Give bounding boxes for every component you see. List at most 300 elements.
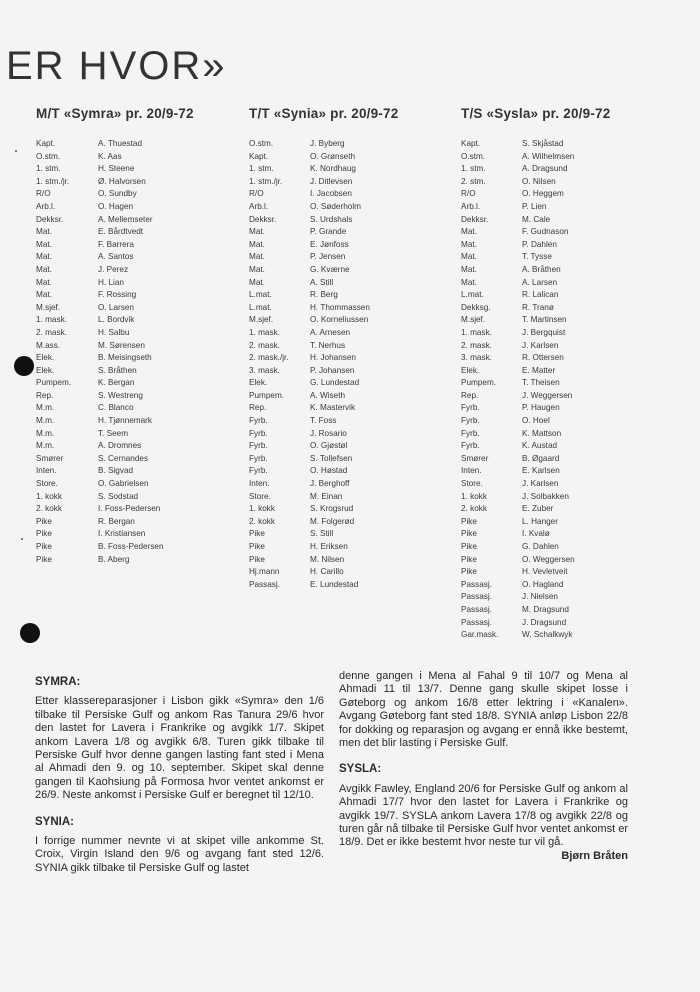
crew-name: H. Steene [98, 164, 135, 174]
crew-name: P. Haugen [522, 403, 560, 413]
crew-rows-symra [36, 138, 194, 566]
crew-role: Mat. [461, 264, 477, 274]
crew-row [249, 440, 398, 453]
crew-name: B. Øgaard [522, 453, 560, 463]
crew-role: Dekksg. [461, 302, 491, 312]
crew-role: Inten. [249, 479, 270, 489]
crew-row [249, 314, 398, 327]
crew-name: H. Tjønnemark [98, 416, 152, 426]
crew-role: M.sjef. [249, 315, 274, 325]
crew-role: Inten. [36, 466, 57, 476]
crew-name: O. Gabrielsen [98, 479, 149, 489]
crew-role: Kapt. [249, 151, 269, 161]
crew-role: Pike [249, 554, 265, 564]
crew-name: K. Mattson [522, 428, 562, 438]
news-heading-sysla: SYSLA: [339, 763, 382, 776]
crew-name: R. Ottersen [522, 353, 564, 363]
crew-row [36, 440, 194, 453]
crew-list-symra [36, 106, 194, 566]
crew-role: 1. kokk [36, 491, 62, 501]
crew-heading-synia: T/T «Synia» pr. 20/9-72 [249, 106, 399, 121]
crew-name: O. Hagen [98, 201, 134, 211]
crew-row [461, 528, 610, 541]
news-column-left [35, 676, 324, 875]
author-signature: Bjørn Bråten [561, 849, 628, 862]
crew-name: J. Rosario [310, 428, 347, 438]
crew-name: I. Kvalø [522, 529, 550, 539]
crew-role: 2. mask./jr. [249, 353, 289, 363]
crew-row [249, 491, 398, 504]
crew-role: Dekksr. [36, 214, 64, 224]
crew-row [461, 188, 610, 201]
crew-row [36, 226, 194, 239]
crew-role: L.mat. [249, 290, 272, 300]
crew-name: A. Arnesen [310, 327, 351, 337]
crew-row [36, 264, 194, 277]
crew-name: O. Nilsen [522, 176, 556, 186]
crew-role: 3. mask. [249, 365, 280, 375]
crew-name: B. Aberg [98, 554, 130, 564]
crew-name: B. Foss-Pedersen [98, 542, 164, 551]
crew-row [461, 629, 610, 642]
crew-role: 1. kokk [249, 504, 275, 514]
crew-role: Arb.l. [461, 201, 481, 211]
crew-row [36, 478, 194, 491]
crew-name: G. Kværne [310, 264, 350, 274]
crew-role: Store. [36, 479, 58, 489]
crew-role: Rep. [249, 403, 267, 413]
crew-role: 1. kokk [461, 491, 487, 501]
crew-name: T. Martinsen [522, 315, 567, 325]
crew-role: Fyrb. [461, 441, 480, 451]
crew-row [36, 340, 194, 353]
crew-name: H. Lian [98, 277, 124, 287]
crew-name: J. Nielsen [522, 592, 558, 602]
crew-name: B. Meisingseth [98, 353, 152, 363]
crew-name: P. Lien [522, 201, 547, 211]
crew-name: A. Dromnes [98, 441, 142, 451]
crew-row [461, 604, 610, 617]
crew-row [461, 453, 610, 466]
crew-name: K. Nordhaug [310, 164, 356, 174]
crew-name: S. Bråthen [98, 365, 137, 375]
crew-row [36, 516, 194, 529]
crew-name: A. Mellemseter [98, 214, 153, 224]
crew-row [461, 491, 610, 504]
crew-role: Arb.l. [249, 201, 269, 211]
crew-name: T. Theisen [522, 378, 560, 388]
crew-row [461, 415, 610, 428]
crew-name: S. Still [310, 529, 334, 539]
crew-role: M.m. [36, 428, 55, 438]
crew-role: Pike [36, 529, 52, 539]
crew-role: 1. stm. [461, 164, 486, 174]
crew-role: Pike [249, 529, 265, 539]
crew-role: 1. stm. [36, 164, 61, 174]
crew-role: Passasj. [461, 617, 492, 627]
crew-role: M.m. [36, 403, 55, 413]
crew-name: A. Santos [98, 252, 134, 262]
punch-hole-upper [14, 356, 34, 376]
crew-role: Passasj. [249, 579, 280, 589]
crew-name: O. Hagland [522, 579, 564, 589]
crew-role: R/O [461, 189, 476, 199]
crew-name: T. Tysse [522, 252, 552, 262]
crew-role: Store. [249, 491, 271, 501]
crew-row [36, 151, 194, 164]
crew-row [249, 554, 398, 567]
crew-row [249, 352, 398, 365]
crew-row [461, 591, 610, 604]
crew-role: Fyrb. [461, 428, 480, 438]
crew-name: J. Weggersen [522, 390, 573, 400]
crew-role: Mat. [249, 277, 265, 287]
crew-name: O. Gjøstøl [310, 441, 348, 451]
crew-name: J. Berghoff [310, 479, 350, 489]
crew-name: J. Perez [98, 264, 129, 274]
crew-role: Pike [36, 516, 52, 526]
crew-row [249, 541, 398, 554]
crew-row [36, 176, 194, 189]
crew-role: Kapt. [36, 139, 56, 148]
crew-role: Mat. [461, 227, 477, 237]
crew-role: Arb.l. [36, 201, 56, 211]
crew-name: A. Still [310, 277, 334, 287]
crew-role: Elek. [249, 378, 268, 388]
crew-role: R/O [249, 189, 264, 199]
crew-name: J. Byberg [310, 139, 345, 148]
crew-row [249, 277, 398, 290]
crew-list-synia [249, 106, 398, 591]
crew-role: L.mat. [461, 290, 484, 300]
crew-name: I. Foss-Pedersen [98, 504, 161, 514]
crew-role: 1. stm./jr. [36, 176, 70, 186]
crew-name: P. Dahlen [522, 239, 557, 249]
crew-role: 2. mask. [36, 327, 67, 337]
crew-name: A. Wiseth [310, 390, 346, 400]
crew-row [249, 377, 398, 390]
crew-row [36, 554, 194, 567]
crew-row [36, 428, 194, 441]
crew-name: O. Hoel [522, 416, 550, 426]
crew-name: S. Sodstad [98, 491, 139, 501]
crew-list-sysla [461, 106, 610, 642]
crew-row [461, 264, 610, 277]
crew-name: W. Schalkwyk [522, 630, 573, 640]
crew-role: 3. mask. [461, 353, 492, 363]
crew-name: H. Johansen [310, 353, 356, 363]
crew-role: L.mat. [249, 302, 272, 312]
crew-role: Mat. [36, 239, 52, 249]
crew-role: Dekksr. [461, 214, 489, 224]
crew-row [461, 239, 610, 252]
crew-role: Elek. [36, 353, 55, 363]
crew-row [249, 138, 398, 151]
crew-name: S. Westreng [98, 390, 143, 400]
crew-role: Fyrb. [249, 416, 268, 426]
crew-name: F. Barrera [98, 239, 134, 249]
crew-row [249, 453, 398, 466]
crew-row [461, 340, 610, 353]
crew-name: E. Jønfoss [310, 239, 349, 249]
crew-name: G. Dahlen [522, 542, 559, 551]
crew-name: B. Sigvad [98, 466, 134, 476]
crew-name: J. Karlsen [522, 479, 559, 489]
crew-role: 1. mask. [461, 327, 492, 337]
crew-row [36, 201, 194, 214]
crew-row [249, 327, 398, 340]
crew-name: I. Kristiansen [98, 529, 146, 539]
crew-name: E. Zuber [522, 504, 554, 514]
crew-row [36, 352, 194, 365]
crew-name: R. Bergan [98, 516, 135, 526]
crew-name: A. Larsen [522, 277, 558, 287]
crew-row [36, 465, 194, 478]
crew-name: A. Thuestad [98, 139, 142, 148]
crew-row [36, 377, 194, 390]
crew-row [36, 163, 194, 176]
crew-role: Smører [36, 453, 64, 463]
crew-name: R. Tranø [522, 302, 554, 312]
crew-role: Store. [461, 479, 483, 489]
crew-role: 2. stm. [461, 176, 486, 186]
crew-row [249, 428, 398, 441]
news-text-synia-part2: denne gangen i Mena al Fahal 9 til 10/7 og Mena al Ahmadi 11 til 13/7. Denne gang skulle skipet losse i Gøteborg og ankom 16/8 etter lektring i «Kanalen». Avgang Gøteborg fant sted 18/8. SYNIA anløp Lisbon 22/8 for dokking og reparasjon og avgang er ennå ikke bestemt, men det blir lasting i Persiske Gulf. [339, 670, 628, 750]
crew-role: Mat. [461, 239, 477, 249]
crew-name: L. Hanger [522, 516, 558, 526]
crew-role: Pike [461, 542, 477, 551]
crew-row [461, 579, 610, 592]
news-text-sysla [339, 782, 628, 862]
crew-row [249, 151, 398, 164]
crew-role: O.stm. [461, 151, 486, 161]
crew-row [461, 327, 610, 340]
crew-role: Mat. [36, 290, 52, 300]
crew-role: Pike [461, 516, 477, 526]
crew-name: Ø. Halvorsen [98, 176, 146, 186]
crew-row [461, 365, 610, 378]
crew-name: E. Matter [522, 365, 556, 375]
crew-role: Fyrb. [249, 441, 268, 451]
crew-row [461, 277, 610, 290]
crew-row [36, 251, 194, 264]
crew-row [249, 528, 398, 541]
crew-row [249, 163, 398, 176]
crew-name: F. Rossing [98, 290, 137, 300]
crew-row [36, 390, 194, 403]
crew-row [461, 554, 610, 567]
crew-role: O.stm. [249, 139, 274, 148]
crew-role: Rep. [36, 390, 54, 400]
crew-row [461, 566, 610, 579]
crew-row [36, 239, 194, 252]
crew-role: 2. kokk [461, 504, 487, 514]
crew-row [249, 251, 398, 264]
news-text-synia-part1: I forrige nummer nevnte vi at skipet ville ankomme St. Croix, Virgin Island den 9/6 og avgang fant sted 12/6. SYNIA gikk tilbake til Persiske Gulf og lastet [35, 835, 324, 874]
crew-name: M. Nilsen [310, 554, 345, 564]
crew-role: Passasj. [461, 579, 492, 589]
crew-name: O. Grønseth [310, 151, 356, 161]
crew-name: H. Carillo [310, 567, 344, 577]
crew-name: P. Grande [310, 227, 347, 237]
news-heading-symra: SYMRA: [35, 676, 81, 688]
crew-name: O. Larsen [98, 302, 134, 312]
crew-role: Smører [461, 453, 489, 463]
crew-name: J. Bergquist [522, 327, 566, 337]
crew-row [461, 440, 610, 453]
crew-row [461, 390, 610, 403]
crew-row [36, 453, 194, 466]
news-column-right [339, 670, 628, 863]
crew-role: O.stm. [36, 151, 61, 161]
crew-row [461, 151, 610, 164]
crew-name: K. Bergan [98, 378, 135, 388]
crew-role: Pike [461, 554, 477, 564]
crew-row [249, 516, 398, 529]
crew-name: A. Bråthen [522, 264, 561, 274]
crew-row [461, 201, 610, 214]
crew-name: O. Weggersen [522, 554, 575, 564]
crew-role: Pike [249, 542, 265, 551]
crew-row [249, 415, 398, 428]
crew-row [461, 163, 610, 176]
crew-row [249, 239, 398, 252]
crew-name: R. Lalican [522, 290, 559, 300]
crew-row [36, 402, 194, 415]
crew-row [461, 302, 610, 315]
crew-row [249, 340, 398, 353]
crew-row [249, 214, 398, 227]
crew-name: O. Høstad [310, 466, 348, 476]
crew-row [36, 277, 194, 290]
crew-role: Pumpem. [461, 378, 497, 388]
crew-name: M. Cale [522, 214, 551, 224]
crew-row [36, 214, 194, 227]
crew-name: L. Bordvik [98, 315, 135, 325]
crew-row [461, 314, 610, 327]
crew-name: T. Seem [98, 428, 129, 438]
crew-role: Hj.mann [249, 567, 280, 577]
crew-name: S. Skjåstad [522, 139, 564, 148]
crew-heading-symra: M/T «Symra» pr. 20/9-72 [36, 106, 194, 121]
crew-row [249, 365, 398, 378]
crew-row [249, 503, 398, 516]
crew-rows-synia [249, 138, 398, 591]
crew-row [461, 465, 610, 478]
crew-name: K. Mastervik [310, 403, 356, 413]
crew-role: R/O [36, 189, 51, 199]
crew-role: M.m. [36, 416, 55, 426]
crew-row [461, 428, 610, 441]
crew-row [249, 478, 398, 491]
crew-row [36, 528, 194, 541]
crew-role: 2. kokk [249, 516, 275, 526]
crew-name: M. Einan [310, 491, 343, 501]
crew-row [461, 251, 610, 264]
crew-role: Pike [461, 529, 477, 539]
crew-role: Mat. [36, 227, 52, 237]
crew-name: J. Ditlevsen [310, 176, 353, 186]
crew-rows-sysla [461, 138, 610, 642]
crew-name: P. Jensen [310, 252, 346, 262]
crew-row [461, 289, 610, 302]
crew-role: 1. stm. [249, 164, 274, 174]
crew-role: Elek. [461, 365, 480, 375]
crew-row [461, 516, 610, 529]
crew-role: M.ass. [36, 340, 61, 350]
news-heading-synia: SYNIA: [35, 815, 74, 828]
page-mark [21, 538, 23, 540]
crew-role: Fyrb. [249, 428, 268, 438]
crew-row [249, 465, 398, 478]
crew-role: Mat. [461, 252, 477, 262]
crew-name: K. Aas [98, 151, 122, 161]
crew-row [249, 566, 398, 579]
crew-row [36, 491, 194, 504]
crew-name: J. Solbakken [522, 491, 569, 501]
crew-row [249, 188, 398, 201]
crew-role: Pumpem. [36, 378, 72, 388]
crew-name: O. Søderholm [310, 201, 361, 211]
crew-role: Kapt. [461, 139, 481, 148]
crew-row [36, 138, 194, 151]
crew-role: Gar.mask. [461, 630, 499, 640]
crew-row [461, 352, 610, 365]
crew-name: E. Bårdtvedt [98, 227, 144, 237]
news-text-sysla-body: Avgikk Fawley, England 20/6 for Persiske Gulf og ankom al Ahmadi 17/7 hvor den lastet for Lavera i Frankrike og avgikk 19/7. SYSLA ankom Lavera 17/8 og avgikk 22/8 og turen går nå tilbake til Persiske Gulf hvor ventet ankomst er 18/9. Det er ikke bestemt hvor neste tur vil gå. [339, 782, 628, 849]
crew-role: Mat. [36, 264, 52, 274]
crew-row [36, 415, 194, 428]
crew-name: S. Cernandes [98, 453, 149, 463]
crew-row [249, 302, 398, 315]
crew-row [36, 327, 194, 340]
crew-row [249, 176, 398, 189]
crew-role: Fyrb. [249, 453, 268, 463]
crew-role: Rep. [461, 390, 479, 400]
crew-name: T. Foss [310, 416, 337, 426]
crew-row [461, 138, 610, 151]
crew-row [36, 289, 194, 302]
crew-row [36, 302, 194, 315]
crew-name: S. Krogsrud [310, 504, 354, 514]
crew-role: Mat. [461, 277, 477, 287]
crew-name: H. Vevletveit [522, 567, 568, 577]
crew-row [249, 201, 398, 214]
crew-role: 2. mask. [461, 340, 492, 350]
crew-row [249, 390, 398, 403]
crew-row [461, 503, 610, 516]
crew-role: Fyrb. [461, 416, 480, 426]
crew-row [249, 264, 398, 277]
crew-row [461, 377, 610, 390]
crew-role: Pike [36, 554, 52, 564]
crew-role: Fyrb. [461, 403, 480, 413]
crew-role: 1. mask. [36, 315, 67, 325]
crew-row [249, 226, 398, 239]
crew-row [461, 541, 610, 554]
crew-name: A. Wilhelmsen [522, 151, 575, 161]
crew-name: H. Eriksen [310, 542, 348, 551]
crew-row [461, 402, 610, 415]
crew-name: M. Folgerød [310, 516, 355, 526]
crew-row [36, 365, 194, 378]
crew-role: Mat. [36, 277, 52, 287]
crew-role: Mat. [249, 227, 265, 237]
crew-name: H. Salbu [98, 327, 130, 337]
crew-name: M. Sørensen [98, 340, 145, 350]
crew-name: R. Berg [310, 290, 338, 300]
punch-hole-lower [20, 623, 40, 643]
